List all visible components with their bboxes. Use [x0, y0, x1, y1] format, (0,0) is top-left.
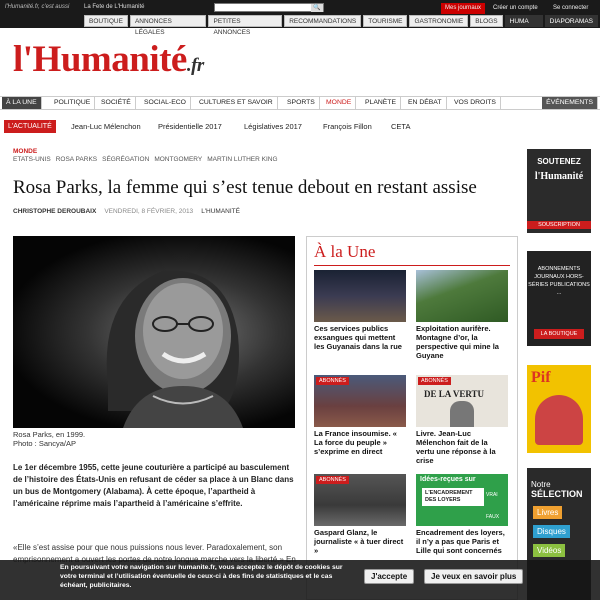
une-card-3[interactable] [314, 375, 406, 456]
tag-etats-unis[interactable]: ETATS-UNIS [13, 156, 51, 163]
article-tags [13, 156, 283, 163]
une-card-3-thumb [314, 375, 406, 427]
nav-planete[interactable]: PLANÈTE [361, 97, 401, 109]
une-card-6-thumb [416, 474, 508, 526]
une-card-2-title: Exploitation aurifère. Montagne d’or, la perspective qui mine la Guyane [416, 324, 499, 360]
logo-tld: .fr [186, 55, 204, 76]
fete-link[interactable]: La Fete de L'Humanité [84, 4, 145, 10]
une-card-1-title: Ces services publics exsangues qui mettent les Guyanais dans la rue [314, 324, 402, 351]
une-card-4[interactable] [416, 375, 508, 465]
nav-monde[interactable]: MONDE [322, 97, 356, 109]
une-card-1[interactable] [314, 270, 406, 351]
topic-legislatives[interactable]: Législatives 2017 [244, 122, 302, 131]
service-nav-tourisme[interactable]: TOURISME [363, 15, 407, 27]
service-nav-boutique[interactable]: BOUTIQUE [84, 15, 128, 27]
site-logo[interactable] [13, 38, 204, 81]
une-card-4-thumb [416, 375, 508, 427]
article-headline: Rosa Parks, la femme qui s’est tenue debout en restant assise [13, 177, 477, 198]
tag-segregation[interactable]: SÉGRÉGATION [102, 156, 150, 163]
article-date: VENDREDI, 8 FÉVRIER, 2013 [104, 208, 194, 215]
actualite-bar [0, 120, 600, 133]
service-nav-petites-annonces[interactable]: PETITES ANNONCES [208, 15, 282, 27]
une-card-3-title: La France insoumise. « La force du peuple » s’exprime en direct [314, 429, 397, 456]
article-photo [13, 236, 295, 428]
article-body: «Elle s’est assise pour que nous puissions nous lever. Paradoxalement, son [13, 543, 283, 552]
search-input[interactable] [214, 3, 324, 12]
selection-ad-line1: Notre [531, 480, 551, 489]
logo-name: l'Humanité [13, 39, 187, 80]
support-ad-line2: l'Humanité [534, 171, 584, 182]
une-card-6-thumb-true: VRAI [486, 492, 498, 498]
nav-en-debat[interactable]: EN DÉBAT [404, 97, 447, 109]
actualite-label: L'ACTUALITÉ [4, 120, 56, 133]
selection-records[interactable]: Disques [533, 525, 570, 538]
article-publication: L'HUMANITÉ [201, 208, 240, 215]
portrait-icon [450, 401, 474, 427]
top-slogan: l'Humanité.fr, c'est aussi [5, 4, 70, 10]
une-card-6-thumb-heading: Idées-reçues sur [420, 476, 476, 483]
nav-sports[interactable]: SPORTS [283, 97, 320, 109]
pif-ad[interactable] [527, 365, 591, 453]
topic-fillon[interactable]: François Fillon [323, 122, 372, 131]
article-byline [13, 208, 248, 215]
topic-presidentielle[interactable]: Présidentielle 2017 [158, 122, 222, 131]
article-section[interactable]: MONDE [13, 148, 38, 155]
caption-line-2: Photo : Sancya/AP [13, 439, 76, 448]
une-card-4-title: Livre. Jean-Luc Mélenchon fait de la vertu une réponse à la crise [416, 429, 496, 465]
a-la-une-title: À la Une [314, 242, 376, 261]
search-icon[interactable]: 🔍 [311, 4, 323, 12]
une-card-5[interactable] [314, 474, 406, 555]
subscriber-badge: ABONNÉS [316, 377, 349, 385]
service-nav [84, 15, 600, 36]
pif-character-icon [535, 395, 583, 445]
article-lede: Le 1er décembre 1955, cette jeune couturière a participé au basculement de l’histoire des États-Unis en refusant de céder sa place à un Blanc dans un bus de Montgomery (Alabama). À cette époque, l’apartheid à l’américaine réprime mais l’apartheid à l’américaine s’effrite. [13, 463, 294, 508]
service-nav-blogs[interactable]: BLOGS [470, 15, 502, 27]
article-author[interactable]: CHRISTOPHE DEROUBAIX [13, 208, 97, 215]
service-nav-gastronomie[interactable]: GASTRONOMIE [409, 15, 468, 27]
service-nav-huma-tv[interactable]: HUMA TV [505, 15, 543, 27]
cookie-accept-button[interactable]: J'accepte [364, 569, 414, 584]
selection-ad-line2: SÉLECTION [531, 489, 583, 499]
portrait-illustration [13, 236, 295, 428]
caption-line-1: Rosa Parks, en 1999. [13, 430, 86, 439]
a-la-une-rule [314, 265, 510, 266]
une-card-6-title: Encadrement des loyers, il n’y a pas que Paris et Lille qui sont concernés [416, 528, 505, 555]
a-la-une-panel [306, 236, 518, 600]
nav-politique[interactable]: POLITIQUE [50, 97, 95, 109]
shop-ad-button[interactable]: LA BOUTIQUE [534, 329, 584, 339]
service-nav-annonces-legales[interactable]: ANNONCES LÉGALES [130, 15, 207, 27]
selection-videos[interactable]: Vidéos [533, 544, 565, 557]
login-link[interactable]: Se connecter [553, 5, 589, 11]
tag-mlk[interactable]: MARTIN LUTHER KING [207, 156, 278, 163]
shop-ad-text: ABONNEMENTS JOURNAUX HORS-SÉRIES PUBLICATIONS ... [528, 266, 590, 296]
service-nav-diaporamas[interactable]: DIAPORAMAS [545, 15, 598, 27]
support-ad-button[interactable]: SOUSCRIPTION [527, 221, 591, 229]
selection-books[interactable]: Livres [533, 506, 562, 519]
une-card-5-title: Gaspard Glanz, le journaliste « à tuer direct » [314, 528, 404, 555]
shop-ad[interactable] [527, 251, 591, 346]
une-card-4-thumb-text: DE LA VERTU [424, 389, 485, 399]
nav-a-la-une[interactable]: À LA UNE [2, 97, 42, 109]
support-ad-line1: SOUTENEZ [537, 157, 581, 166]
tag-rosa-parks[interactable]: ROSA PARKS [55, 156, 98, 163]
nav-social-eco[interactable]: SOCIAL-ECO [140, 97, 191, 109]
cookie-text: En poursuivant votre navigation sur humanite.fr, vous acceptez le dépôt de cookies sur votre terminal et l’utilisation éventuelle de ceux-ci à des fins de statistiques et le cas échéant, publicitaires. [60, 564, 343, 589]
top-bar [0, 0, 600, 36]
create-account-link[interactable]: Créer un compte [493, 5, 538, 11]
photo-caption [13, 430, 85, 448]
une-card-5-thumb [314, 474, 406, 526]
une-card-2-thumb [416, 270, 508, 322]
une-card-6[interactable] [416, 474, 508, 555]
nav-cultures-savoir[interactable]: CULTURES ET SAVOIR [195, 97, 278, 109]
une-card-6-thumb-false: FAUX [486, 514, 500, 520]
nav-societe[interactable]: SOCIÉTÉ [97, 97, 136, 109]
pif-ad-title: Pif [531, 369, 551, 386]
subscriber-badge: ABONNÉS [316, 476, 349, 484]
une-card-2[interactable] [416, 270, 508, 360]
topic-ceta[interactable]: CETA [391, 122, 411, 131]
tag-montgomery[interactable]: MONTGOMERY [154, 156, 203, 163]
main-nav [0, 96, 600, 110]
subscriber-badge: ABONNÉS [418, 377, 451, 385]
cookie-banner [0, 560, 600, 600]
support-ad[interactable] [527, 149, 591, 233]
my-journals-link[interactable]: Mes journaux [441, 3, 485, 14]
nav-vos-droits[interactable]: VOS DROITS [450, 97, 501, 109]
topic-melenchon[interactable]: Jean-Luc Mélenchon [71, 122, 141, 131]
une-card-1-thumb [314, 270, 406, 322]
cookie-more-button[interactable]: Je veux en savoir plus [424, 569, 523, 584]
nav-evenements[interactable]: ÉVÉNEMENTS [542, 97, 598, 109]
service-nav-recommandations[interactable]: RECOMMANDATIONS [284, 15, 361, 27]
une-card-6-thumb-box: L'ENCADREMENT DES LOYERS [422, 488, 484, 506]
